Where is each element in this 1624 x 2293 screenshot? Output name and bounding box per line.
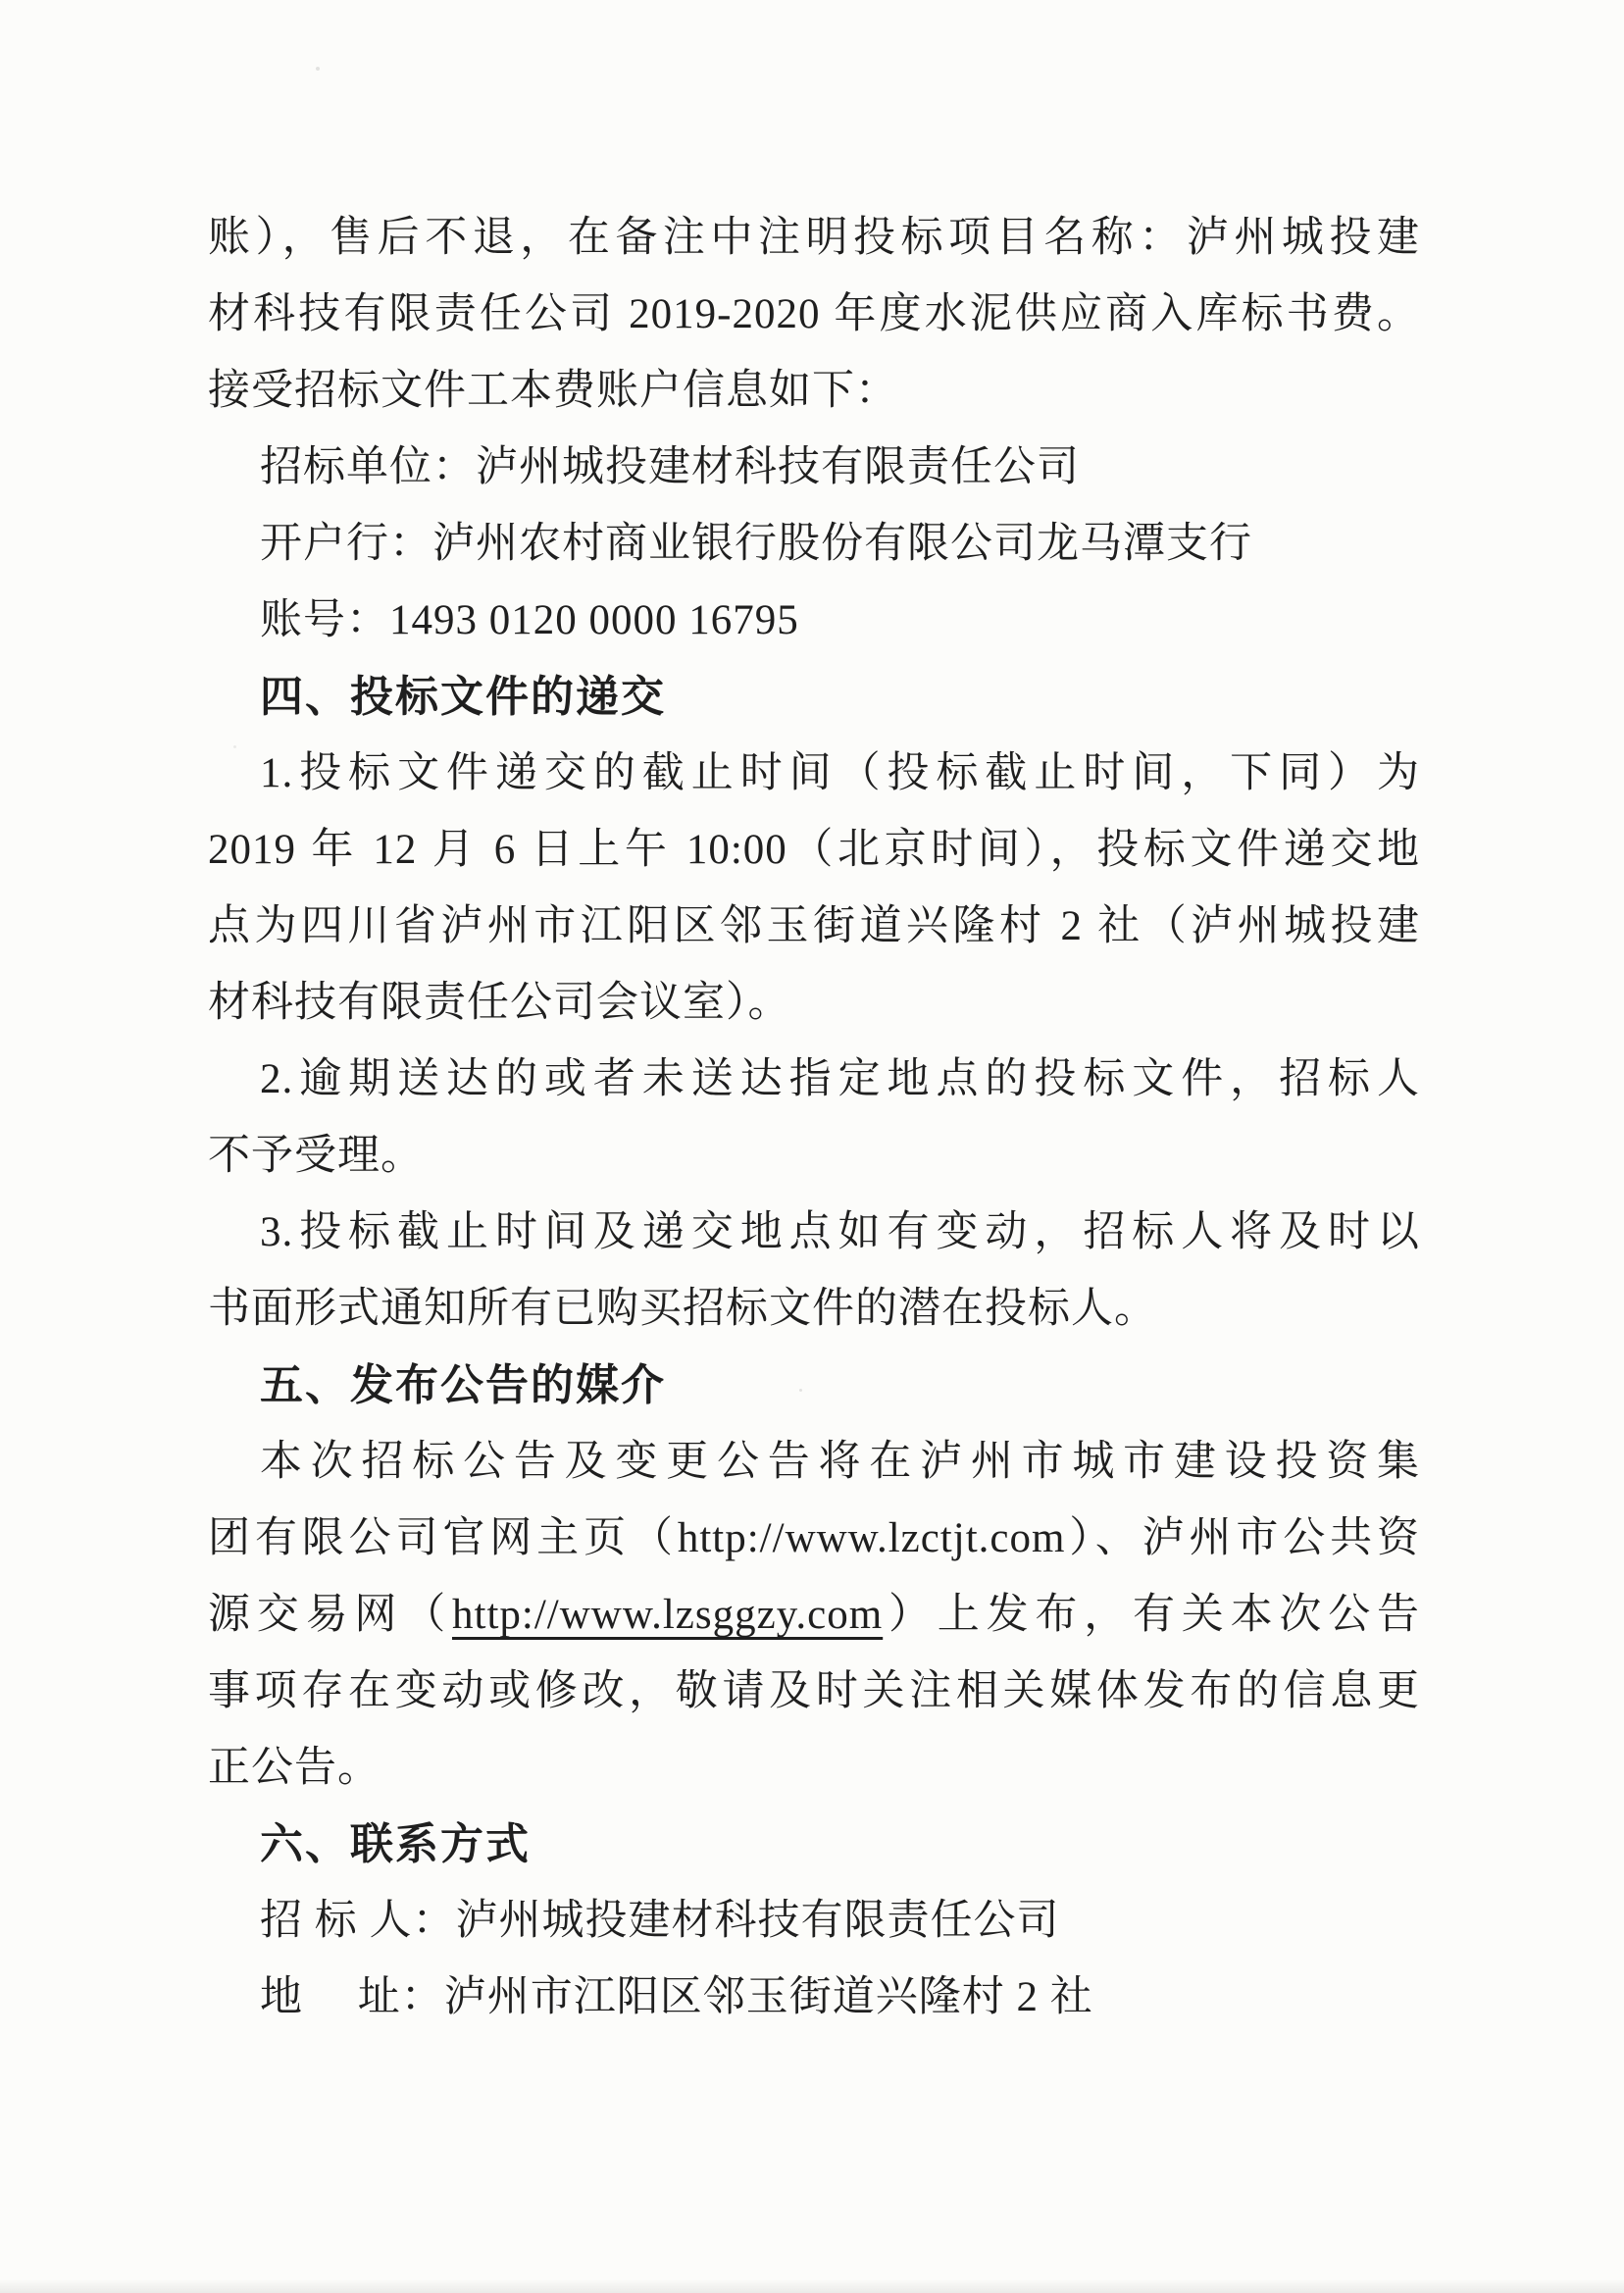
body-line: 正公告。 — [208, 1745, 381, 1791]
body-line: 账），售后不退，在备注中注明投标项目名称：泸州城投建 — [208, 215, 1420, 261]
body-line: 1.投标文件递交的截止时间（投标截止时间，下同）为 — [260, 750, 1420, 796]
document-text-block — [208, 200, 1420, 2036]
account-number-line: 账号：1493 0120 0000 16795 — [260, 597, 799, 643]
body-line: 2019 年 12 月 6 日上午 10:00（北京时间），投标文件递交地 — [208, 827, 1420, 873]
body-line: 接受招标文件工本费账户信息如下： — [208, 368, 898, 414]
body-line-with-url: 团有限公司官网主页（http://www.lzctjt.com）、泸州市公共资 — [208, 1515, 1420, 1561]
section-heading-contact: 六、联系方式 — [260, 1820, 531, 1868]
body-line: 本次招标公告及变更公告将在泸州市城市建设投资集 — [260, 1439, 1420, 1485]
scan-edge-shadow — [0, 2279, 1624, 2293]
body-line: 3.投标截止时间及递交地点如有变动，招标人将及时以 — [260, 1209, 1420, 1255]
body-line: 材科技有限责任公司会议室）。 — [208, 980, 791, 1026]
body-line: 书面形式通知所有已购买招标文件的潜在投标人。 — [208, 1286, 1157, 1332]
body-line-with-url — [208, 1577, 1420, 1654]
section-heading-submission: 四、投标文件的递交 — [260, 673, 666, 721]
body-line: 材科技有限责任公司 2019-2020 年度水泥供应商入库标书费。 — [208, 291, 1420, 337]
address-line: 地 址：泸州市江阳区邻玉街道兴隆村 2 社 — [260, 1974, 1093, 2020]
url-suffix-text: ）上发布，有关本次公告 — [883, 1592, 1421, 1638]
body-line: 不予受理。 — [208, 1133, 424, 1179]
scan-speck — [233, 745, 236, 748]
url-prefix-text: 源交易网（ — [208, 1592, 452, 1638]
bidder-line: 招 标 人：泸州城投建材科技有限责任公司 — [260, 1898, 1060, 1944]
scan-speck — [799, 1389, 802, 1392]
bank-line: 开户行：泸州农村商业银行股份有限公司龙马潭支行 — [260, 521, 1252, 567]
tender-unit-line: 招标单位：泸州城投建材科技有限责任公司 — [260, 444, 1080, 490]
scan-speck — [316, 67, 320, 71]
body-line: 2.逾期送达的或者未送达指定地点的投标文件，招标人 — [260, 1056, 1420, 1102]
section-heading-media: 五、发布公告的媒介 — [260, 1361, 666, 1409]
body-line: 点为四川省泸州市江阳区邻玉街道兴隆村 2 社（泸州城投建 — [208, 903, 1420, 949]
body-line: 事项存在变动或修改，敬请及时关注相关媒体发布的信息更 — [208, 1668, 1420, 1714]
lzsggzy-link: http://www.lzsggzy.com — [452, 1592, 884, 1638]
